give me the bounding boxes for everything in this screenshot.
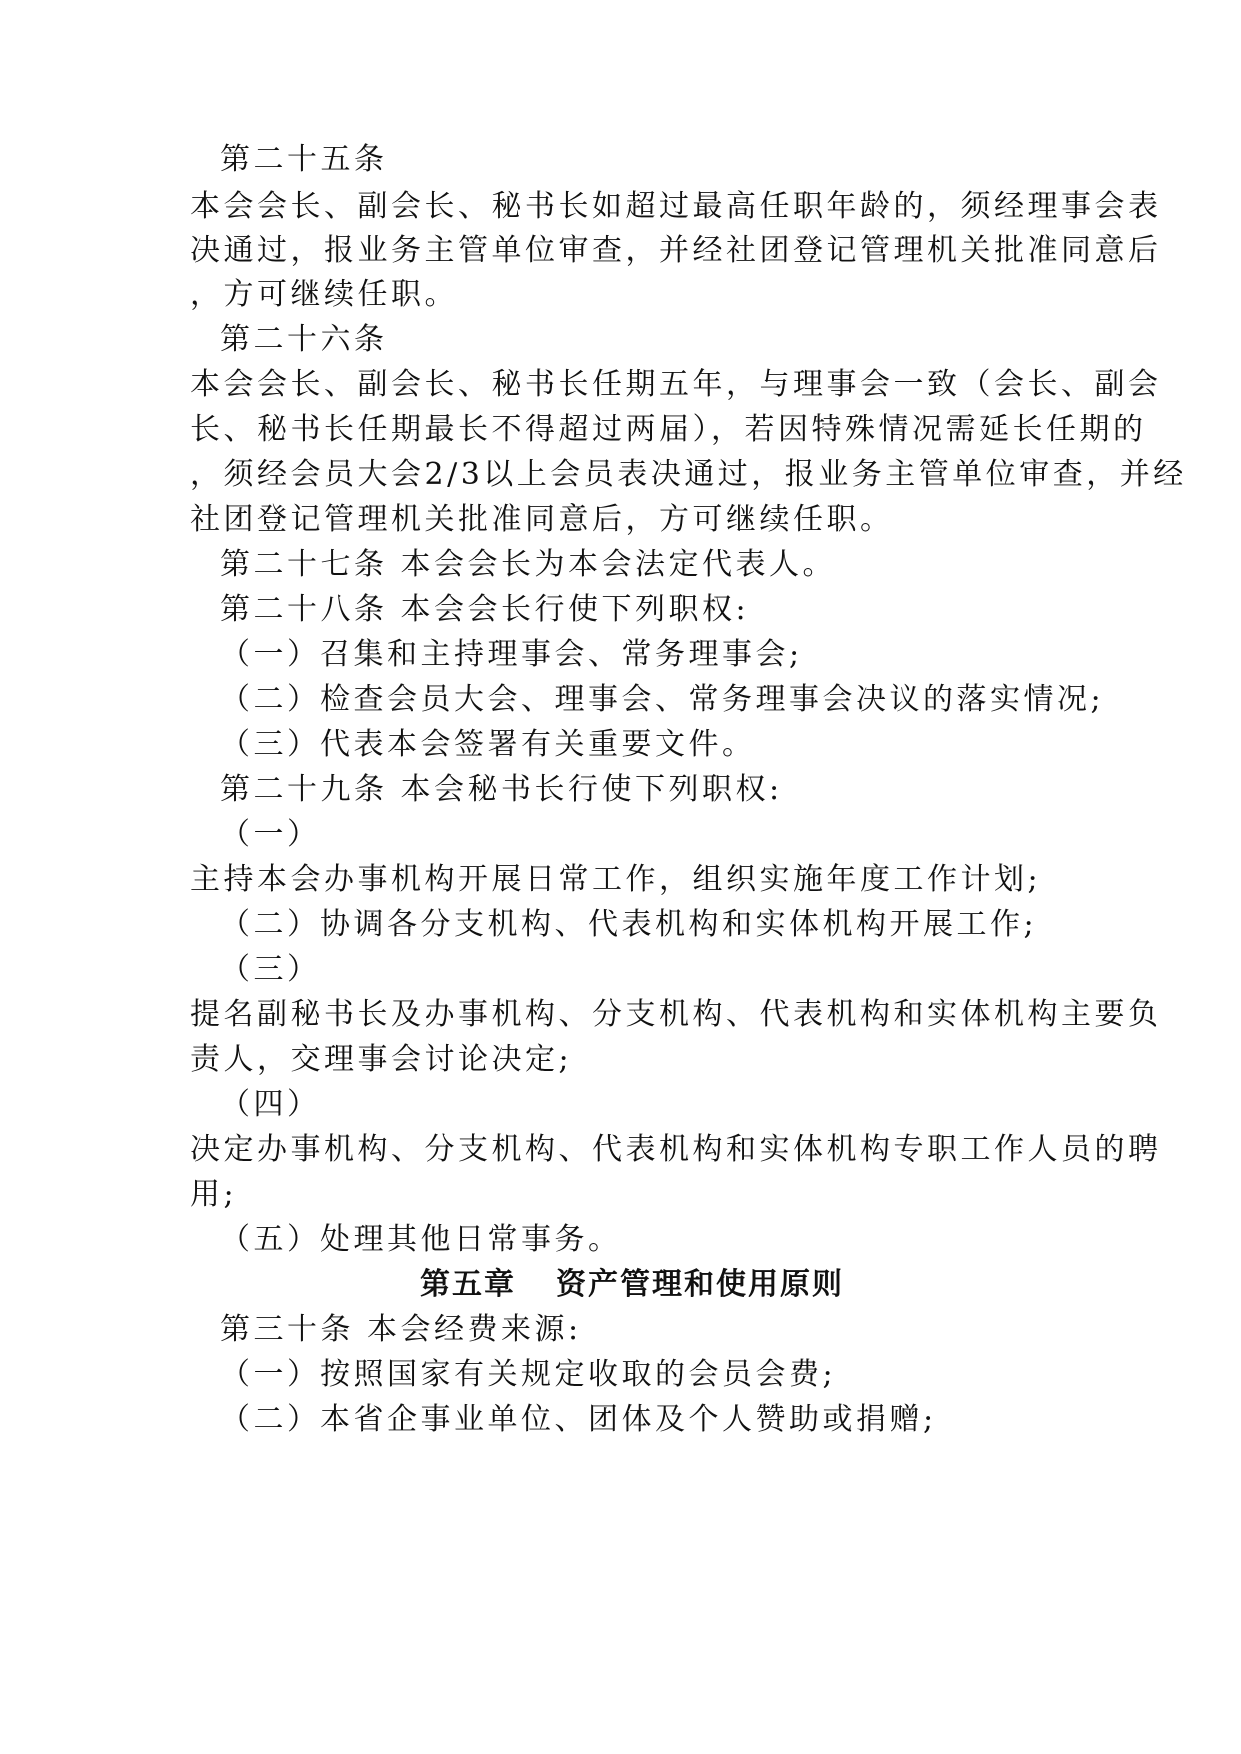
article-25-heading: 第二十五条	[220, 142, 388, 177]
item-label: （五）	[220, 1222, 321, 1257]
item-label: （一）	[220, 1357, 321, 1392]
item-label: （二）	[220, 1402, 321, 1437]
article-29-item-4-text-line-2: 用;	[190, 1177, 238, 1212]
item-text: 检查会员大会、理事会、常务理事会决议的落实情况;	[320, 682, 1105, 717]
article-26-heading: 第二十六条	[220, 322, 388, 357]
article-25-text-line-2: 决通过，报业务主管单位审查，并经社团登记管理机关批准同意后	[190, 233, 1162, 268]
article-28-item-2	[220, 680, 1104, 720]
article-25-text-line-1: 本会会长、副会长、秘书长如超过最高任职年龄的，须经理事会表	[190, 189, 1162, 224]
article-28-item-3	[220, 725, 756, 765]
article-27: 第二十七条 本会会长为本会法定代表人。	[220, 547, 837, 582]
article-29-item-4-label: （四）	[220, 1087, 321, 1122]
chapter-heading	[420, 1265, 844, 1305]
article-25-text-line-3: ，方可继续任职。	[190, 277, 458, 312]
article-29-item-3-text-line-1: 提名副秘书长及办事机构、分支机构、代表机构和实体机构主要负	[190, 997, 1162, 1032]
article-29-item-3-text-line-2: 责人，交理事会讨论决定;	[190, 1042, 573, 1077]
article-29-item-4-text-line-1: 决定办事机构、分支机构、代表机构和实体机构专职工作人员的聘	[190, 1132, 1162, 1167]
chapter-title: 资产管理和使用原则	[556, 1267, 844, 1302]
item-text: 本省企事业单位、团体及个人赞助或捐赠;	[320, 1402, 937, 1437]
item-text: 召集和主持理事会、常务理事会;	[320, 637, 803, 672]
item-label: （二）	[220, 682, 321, 717]
article-26-text-line-3: ，须经会员大会2/3以上会员表决通过，报业务主管单位审查，并经	[190, 457, 1187, 492]
item-label: （三）	[220, 727, 321, 762]
article-30-item-1	[220, 1355, 836, 1395]
article-29-item-3-label: （三）	[220, 952, 321, 987]
article-30: 第三十条 本会经费来源:	[220, 1312, 582, 1347]
article-29-item-5	[220, 1220, 622, 1260]
item-label: （一）	[220, 637, 321, 672]
article-29-item-2	[220, 905, 1037, 945]
item-text: 处理其他日常事务。	[320, 1222, 622, 1257]
item-text: 代表本会签署有关重要文件。	[320, 727, 756, 762]
article-29-item-1-text: 主持本会办事机构开展日常工作，组织实施年度工作计划;	[190, 862, 1042, 897]
article-28: 第二十八条 本会会长行使下列职权:	[220, 592, 750, 627]
chapter-number: 第五章	[420, 1267, 516, 1302]
item-text: 协调各分支机构、代表机构和实体机构开展工作;	[320, 907, 1038, 942]
item-text: 按照国家有关规定收取的会员会费;	[320, 1357, 837, 1392]
article-28-item-1	[220, 635, 803, 675]
article-30-item-2	[220, 1400, 937, 1440]
article-26-text-line-4: 社团登记管理机关批准同意后，方可继续任职。	[190, 502, 894, 537]
item-label: （二）	[220, 907, 321, 942]
article-26-text-line-1: 本会会长、副会长、秘书长任期五年，与理事会一致（会长、副会	[190, 367, 1162, 402]
article-29-item-1-label: （一）	[220, 817, 321, 852]
article-29: 第二十九条 本会秘书长行使下列职权:	[220, 772, 783, 807]
article-26-text-line-2: 长、秘书长任期最长不得超过两届），若因特殊情况需延长任期的	[190, 412, 1147, 447]
